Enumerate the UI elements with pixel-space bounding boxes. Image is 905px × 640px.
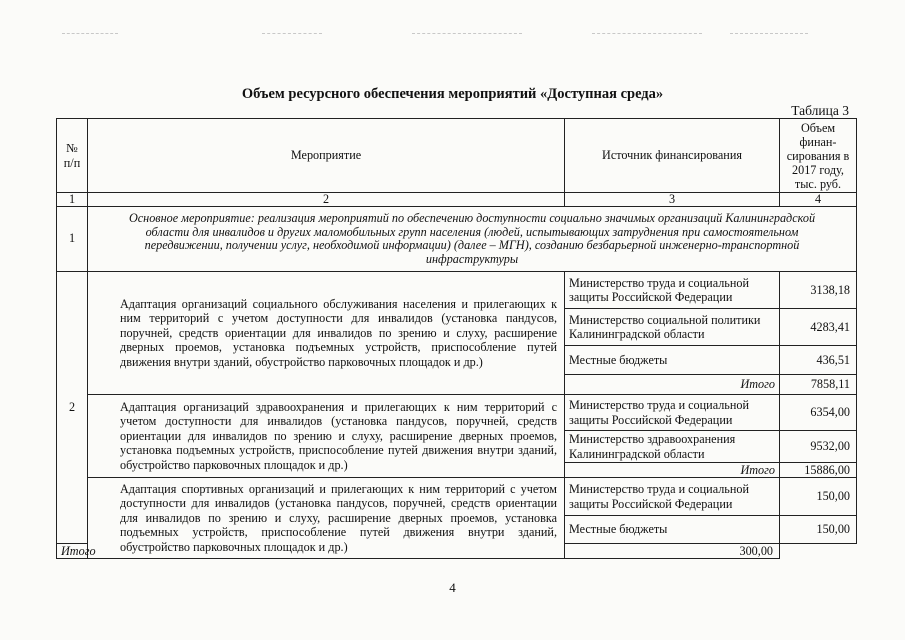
header-volume: Объем финан-сирования в 2017 году, тыс. руб. (780, 119, 857, 193)
resource-table (56, 118, 857, 559)
header-source: Источник финансирования (565, 119, 780, 193)
header-row (57, 119, 857, 193)
activity-text: Адаптация организаций здравоохранения и прилегающих к ним территорий с учетом доступности для инвалидов (установка пандусов, поручней, средств ориентации для инвалидов по зрению и слуху, расширение дверных проемов, установка подъемных устройств, приспособление путей движения внутри зданий, обустройство парковочных площадок и др.) (88, 395, 565, 478)
total-label: Итого (57, 544, 88, 559)
source-name: Министерство труда и социальной защиты Российской Федерации (565, 272, 780, 309)
total-amount: 15886,00 (780, 463, 857, 478)
scan-artifact-line (592, 33, 702, 34)
source-amount: 4283,41 (780, 309, 857, 346)
total-amount: 300,00 (565, 544, 780, 559)
header-num: № п/п (57, 119, 88, 193)
source-amount: 9532,00 (780, 431, 857, 463)
col-number: 4 (780, 193, 857, 207)
source-name: Министерство здравоохранения Калининградской области (565, 431, 780, 463)
main-event-num: 1 (57, 207, 88, 272)
source-name: Министерство труда и социальной защиты Российской Федерации (565, 478, 780, 516)
table-number: Таблица 3 (791, 103, 849, 118)
scan-artifact-line (62, 33, 118, 34)
source-amount: 150,00 (780, 478, 857, 516)
activity-text: Адаптация организаций социального обслуживания населения и прилегающих к ним территорий с учетом доступности для инвалидов (установка пандусов, поручней, средств ориентации для инвалидов по зрению и слуху, расширение дверных проемов, установка подъемных устройств, приспособление путей движения внутри зданий, обустройство парковочных площадок и др.) (88, 272, 565, 395)
header-event: Мероприятие (88, 119, 565, 193)
col-number: 1 (57, 193, 88, 207)
total-label: Итого (565, 463, 780, 478)
table-row (57, 395, 857, 431)
column-number-row (57, 193, 857, 207)
source-amount: 150,00 (780, 516, 857, 544)
table-row (57, 272, 857, 309)
col-number: 3 (565, 193, 780, 207)
source-name: Министерство социальной политики Калининградской области (565, 309, 780, 346)
scan-artifact-line (730, 33, 808, 34)
group-num: 2 (57, 272, 88, 544)
table-row (57, 478, 857, 516)
main-event-row (57, 207, 857, 272)
source-amount: 436,51 (780, 346, 857, 375)
source-amount: 6354,00 (780, 395, 857, 431)
source-name: Местные бюджеты (565, 516, 780, 544)
page-title: Объем ресурсного обеспечения мероприятий «Доступная среда» (241, 86, 664, 102)
main-event-text: Основное мероприятие: реализация мероприятий по обеспечению доступности социально значимых организаций Калининградской области для инвалидов и других маломобильных групп населения (людей, испытывающих затруднения при самостоятельном передвижении, получении услуг, необходимой информации) (далее – МГН), созданию безбарьерной инженерно-транспортной инфраструктуры (88, 207, 857, 272)
scan-artifact-line (412, 33, 522, 34)
scan-artifact-line (262, 33, 322, 34)
total-amount: 7858,11 (780, 375, 857, 395)
total-label: Итого (565, 375, 780, 395)
source-name: Министерство труда и социальной защиты Российской Федерации (565, 395, 780, 431)
col-number: 2 (88, 193, 565, 207)
page-number: 4 (449, 580, 456, 595)
activity-text: Адаптация спортивных организаций и прилегающих к ним территорий с учетом доступности для инвалидов (установка пандусов, поручней, средств ориентации для инвалидов по зрению и слуху, расширение дверных проемов, установка подъемных устройств, приспособление путей движения внутри зданий, обустройство парковочных площадок и др.) (88, 478, 565, 559)
source-name: Местные бюджеты (565, 346, 780, 375)
source-amount: 3138,18 (780, 272, 857, 309)
